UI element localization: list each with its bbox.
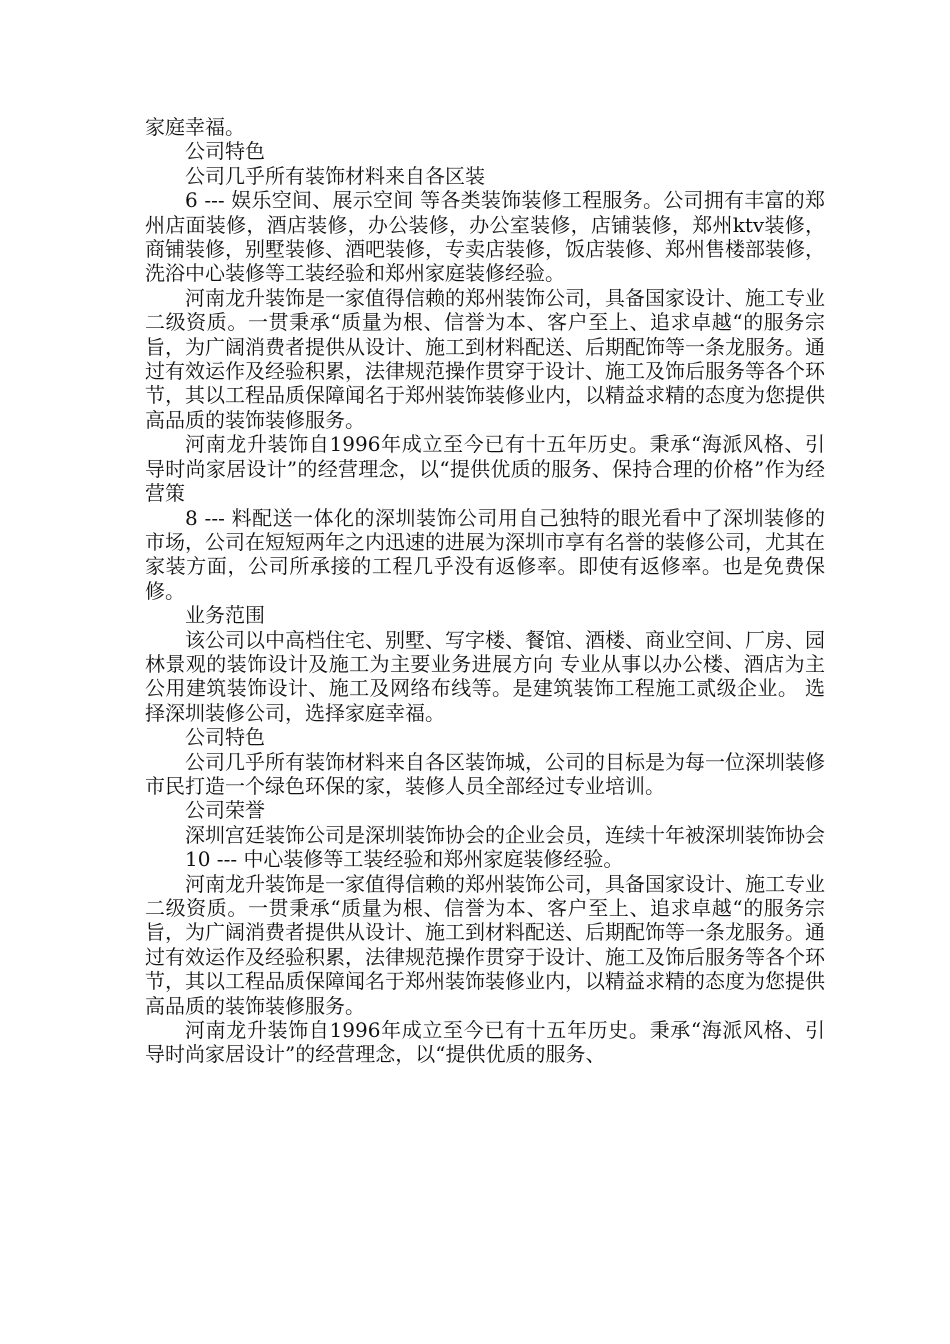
paragraph-section-10: 10 --- 中心装修等工装经验和郑州家庭装修经验。 (185, 847, 624, 872)
heading-company-features: 公司特色 (185, 139, 265, 164)
paragraph-materials-fragment: 公司几乎所有装饰材料来自各区装 (185, 163, 485, 188)
paragraph-company-history-2: 河南龙升装饰自1996年成立至今已有十五年历史。秉承“海派风格、引导时尚家居设计”的经营理念，以“提供优质的服务、 (145, 1018, 825, 1067)
heading-business-scope: 业务范围 (185, 603, 265, 628)
heading-company-honors: 公司荣誉 (185, 798, 265, 823)
paragraph-section-8: 8 --- 料配送一体化的深圳装饰公司用自己独特的眼光看中了深圳装修的市场，公司在短短两年之内迅速的进展为深圳市享有名誉的装修公司，尤其在家装方面，公司所承接的工程几乎没有返修率。即使有返修率。也是免费保修。 (145, 505, 825, 603)
paragraph-section-6: 6 --- 娱乐空间、展示空间 等各类装饰装修工程服务。公司拥有丰富的郑州店面装修，酒店装修，办公装修，办公室装修，店铺装修，郑州ktv装修，商铺装修，别墅装修、酒吧装修，专卖店装修，饭店装修、郑州售楼部装修，洗浴中心装修等工装经验和郑州家庭装修经验。 (145, 188, 825, 286)
heading-company-features-2: 公司特色 (185, 725, 265, 750)
paragraph-company-honors: 深圳宫廷装饰公司是深圳装饰协会的企业会员，连续十年被深圳装饰协会 (185, 822, 825, 847)
paragraph-company-intro-2: 河南龙升装饰是一家值得信赖的郑州装饰公司，具备国家设计、施工专业二级资质。一贯秉承“质量为根、信誉为本、客户至上、追求卓越“的服务宗旨，为广阔消费者提供从设计、施工到材料配送、后期配饰等一条龙服务。通过有效运作及经验积累，法律规范操作贯穿于设计、施工及饰后服务等各个环节，其以工程品质保障闻名于郑州装饰装修业内，以精益求精的态度为您提供高品质的装饰装修服务。 (145, 871, 825, 1018)
paragraph-company-history: 河南龙升装饰自1996年成立至今已有十五年历史。秉承“海派风格、引导时尚家居设计”的经营理念，以“提供优质的服务、保持合理的价格”作为经营策 (145, 432, 825, 506)
paragraph-company-intro: 河南龙升装饰是一家值得信赖的郑州装饰公司，具备国家设计、施工专业二级资质。一贯秉承“质量为根、信誉为本、客户至上、追求卓越“的服务宗旨，为广阔消费者提供从设计、施工到材料配送、后期配饰等一条龙服务。通过有效运作及经验积累，法律规范操作贯穿于设计、施工及饰后服务等各个环节，其以工程品质保障闻名于郑州装饰装修业内，以精益求精的态度为您提供高品质的装饰装修服务。 (145, 285, 825, 432)
paragraph-business-scope: 该公司以中高档住宅、别墅、写字楼、餐馆、酒楼、商业空间、厂房、园林景观的装饰设计及施工为主要业务进展方向 专业从事以办公楼、酒店为主公用建筑装饰设计、施工及网络布线等。是建筑装饰工程施工贰级企业。 选择深圳装修公司，选择家庭幸福。 (145, 627, 825, 725)
paragraph-closing-line: 家庭幸福。 (145, 115, 245, 139)
document-body (145, 115, 825, 1067)
paragraph-company-features: 公司几乎所有装饰材料来自各区装饰城，公司的目标是为每一位深圳装修市民打造一个绿色环保的家，装修人员全部经过专业培训。 (145, 749, 825, 798)
